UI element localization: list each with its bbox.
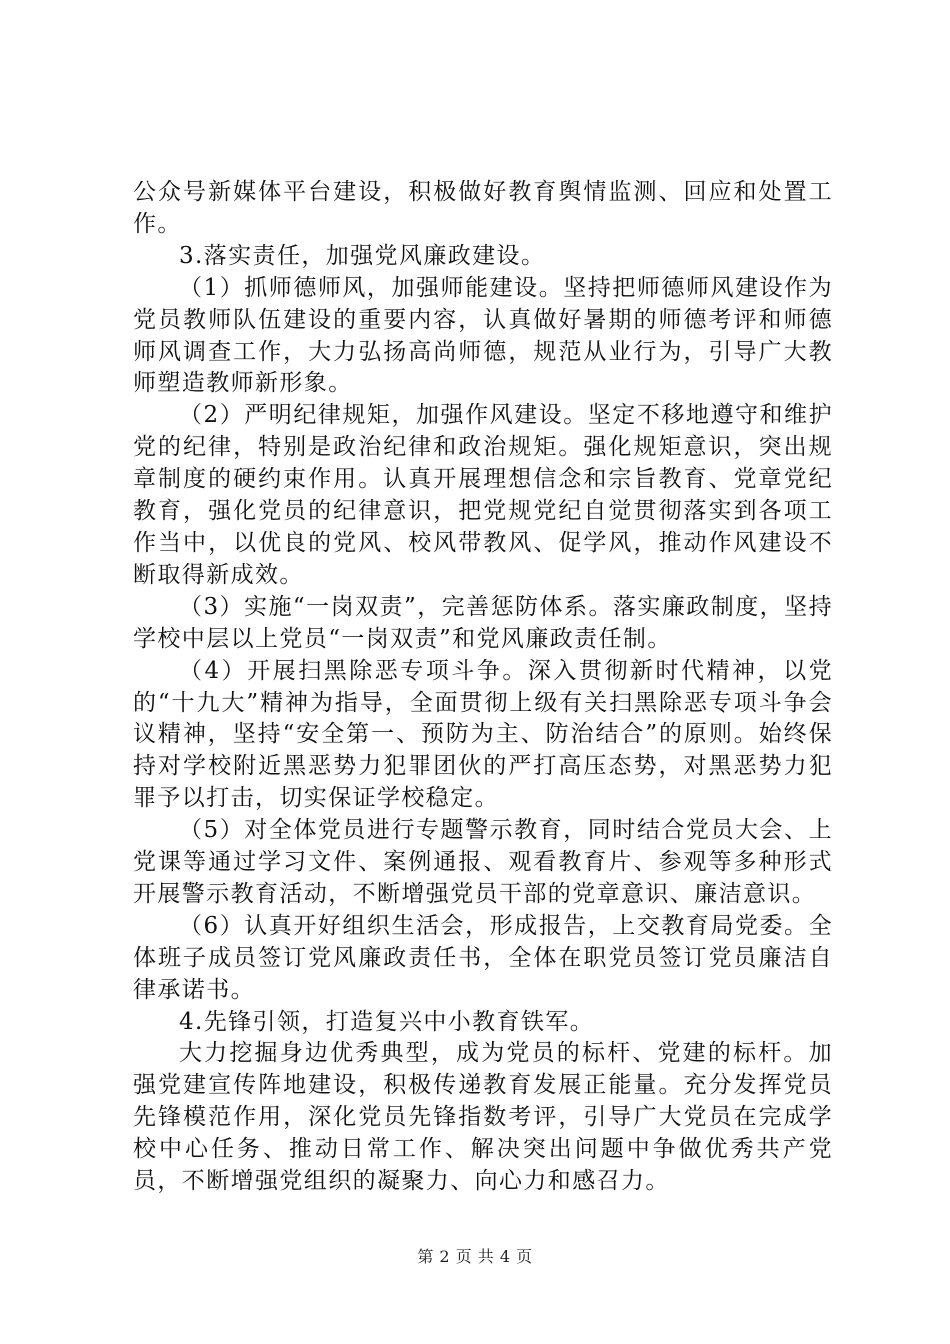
paragraph-4: （2）严明纪律规矩，加强作风建设。坚定不移地遵守和维护党的纪律，特别是政治纪律和政治规矩。强化规矩意识，突出规章制度的硬约束作用。认真开展理想信念和宗旨教育、党章党纪教育，强化党员的纪律意识，把党规党纪自觉贯彻落实到各项工作当中，以优良的党风、校风带教风、促学风，推动作风建设不断取得新成效。	[133, 402, 833, 588]
paragraph-10: 大力挖掘身边优秀典型，成为党员的标杆、党建的标杆。加强党建宣传阵地建设，积极传递教育发展正能量。充分发挥党员先锋模范作用，深化党员先锋指数考评，引导广大党员在完成学校中心任务、推动日常工作、解决突出问题中争做优秀共产党员，不断增强党组织的凝聚力、向心力和感召力。	[133, 1040, 833, 1195]
paragraph-2: 3.落实责任，加强党风廉政建设。	[179, 242, 546, 269]
document-body	[133, 177, 833, 1198]
paragraph-8: （6）认真开好组织生活会，形成报告，上交教育局党委。全体班子成员签订党风廉政责任书，全体在职党员签订党员廉洁自律承诺书。	[133, 912, 833, 1003]
paragraph-9: 4.先锋引领，打造复兴中小教育铁军。	[179, 1008, 595, 1035]
paragraph-3: （1）抓师德师风，加强师能建设。坚持把师德师风建设作为党员教师队伍建设的重要内容，认真做好暑期的师德考评和师德师风调查工作，大力弘扬高尚师德，规范从业行为，引导广大教师塑造教师新形象。	[133, 274, 833, 397]
paragraph-7: （5）对全体党员进行专题警示教育，同时结合党员大会、上党课等通过学习文件、案例通报、观看教育片、参观等多种形式开展警示教育活动，不断增强党员干部的党章意识、廉洁意识。	[133, 817, 833, 907]
page-footer: 第 2 页 共 4 页	[417, 1247, 533, 1266]
paragraph-1: 公众号新媒体平台建设，积极做好教育舆情监测、回应和处置工作。	[133, 179, 833, 237]
paragraph-6: （4）开展扫黑除恶专项斗争。深入贯彻新时代精神，以党的“十九大”精神为指导，全面贯彻上级有关扫黑除恶专项斗争会议精神，坚持“安全第一、预防为主、防治结合”的原则。始终保持对学校附近黑恶势力犯罪团伙的严打高压态势，对黑恶势力犯罪予以打击，切实保证学校稳定。	[133, 657, 833, 812]
paragraph-5: （3）实施“一岗双责”，完善惩防体系。落实廉政制度，坚持学校中层以上党员“一岗双责”和党风廉政责任制。	[133, 593, 833, 652]
